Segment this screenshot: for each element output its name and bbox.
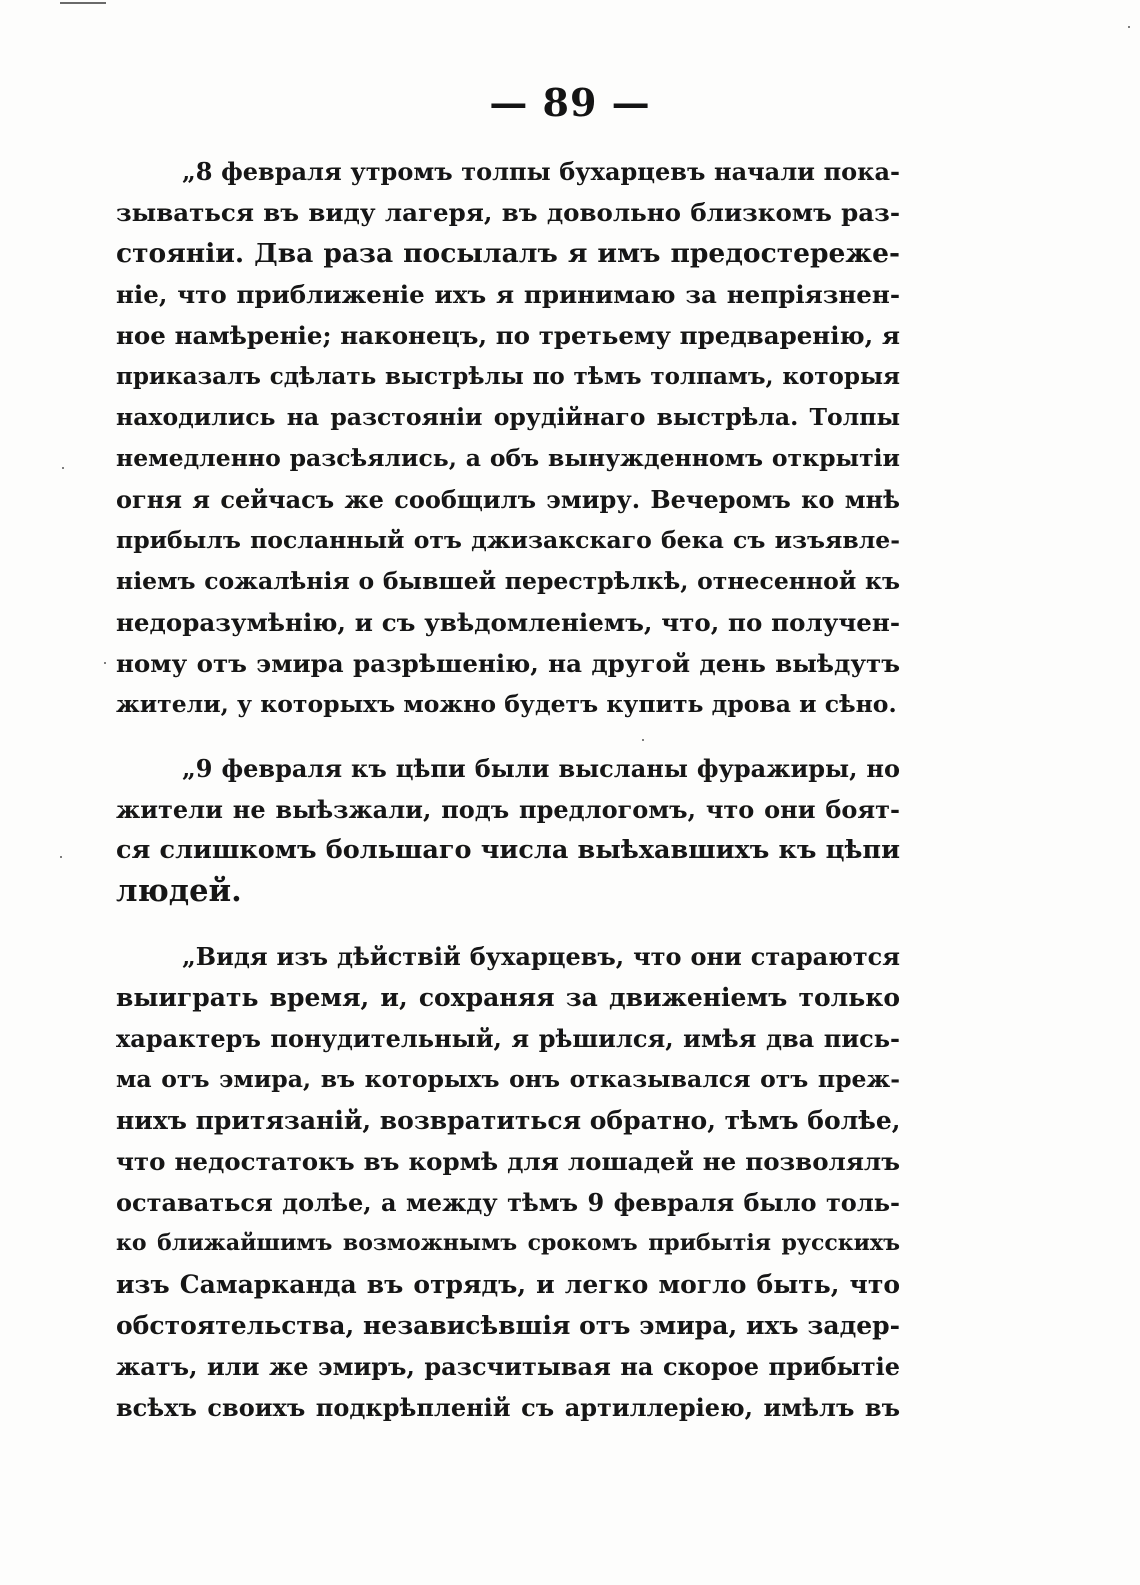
- text-line: ся слишкомъ большаго числа выѣхавшихъ къ цѣпи: [116, 835, 900, 865]
- text-line: всѣхъ своихъ подкрѣпленій съ артиллеріею, имѣлъ въ: [116, 1393, 900, 1422]
- text-line: зываться въ виду лагеря, въ довольно близкомъ раз-: [116, 198, 900, 227]
- scan-speck: [104, 662, 106, 664]
- text-line: жатъ, или же эмиръ, разсчитывая на скорое прибытіе: [116, 1352, 900, 1381]
- page-number: — 89 —: [489, 80, 651, 125]
- text-line: жители не выѣзжали, подъ предлогомъ, что они боят-: [116, 795, 900, 824]
- text-line: ніе, что приближеніе ихъ я принимаю за непріязнен-: [116, 280, 900, 309]
- paragraph-1: [116, 151, 900, 725]
- scan-speck: [60, 856, 62, 858]
- text-line: огня я сейчасъ же сообщилъ эмиру. Вечеромъ ко мнѣ: [116, 485, 900, 514]
- text-line: прибылъ посланный отъ джизакскаго бека съ изъявле-: [116, 526, 900, 554]
- text-line: недоразумѣнію, и съ увѣдомленіемъ, что, по получен-: [116, 608, 900, 637]
- text-line: что недостатокъ въ кормѣ для лошадей не позволялъ: [116, 1147, 900, 1176]
- text-line: жители, у которыхъ можно будетъ купить дрова и сѣно.: [116, 690, 897, 718]
- text-line: стояніи. Два раза посылалъ я имъ предостереже-: [116, 238, 900, 269]
- scan-speck: [642, 739, 644, 741]
- text-line: приказалъ сдѣлать выстрѣлы по тѣмъ толпамъ, которыя: [116, 363, 900, 390]
- text-line: ному отъ эмира разрѣшенію, на другой день выѣдутъ: [116, 649, 900, 678]
- text-line: нихъ притязаній, возвратиться обратно, тѣмъ болѣе,: [116, 1106, 900, 1135]
- text-line: „Видя изъ дѣйствій бухарцевъ, что они стараются: [182, 942, 900, 971]
- text-line: людей.: [116, 873, 242, 909]
- text-line: немедленно разсѣялись, а объ вынужденномъ открытіи: [116, 444, 900, 472]
- text-line: „8 февраля утромъ толпы бухарцевъ начали пока-: [182, 157, 900, 186]
- scan-speck: [1128, 26, 1130, 28]
- scan-speck: [62, 467, 64, 469]
- text-line: „9 февраля къ цѣпи были высланы фуражиры, но: [182, 754, 900, 783]
- paragraph-3: [116, 936, 900, 1428]
- corner-rule: [60, 2, 106, 4]
- paragraph-2: [116, 748, 900, 912]
- text-line: выиграть время, и, сохраняя за движеніемъ только: [116, 983, 900, 1012]
- text-line: ма отъ эмира, въ которыхъ онъ отказывался отъ преж-: [116, 1065, 900, 1093]
- text-line: обстоятельства, независѣвшія отъ эмира, ихъ задер-: [116, 1311, 900, 1340]
- text-line: изъ Самарканда въ отрядъ, и легко могло быть, что: [116, 1270, 900, 1299]
- text-line: ное намѣреніе; наконецъ, по третьему предваренію, я: [116, 321, 900, 350]
- text-line: ко ближайшимъ возможнымъ срокомъ прибытія русскихъ: [116, 1230, 900, 1256]
- text-line: находились на разстояніи орудійнаго выстрѣла. Толпы: [116, 403, 900, 431]
- text-line: ніемъ сожалѣнія о бывшей перестрѣлкѣ, отнесенной къ: [116, 567, 900, 595]
- text-line: характеръ понудительный, я рѣшился, имѣя два пись-: [116, 1024, 900, 1053]
- text-line: оставаться долѣе, а между тѣмъ 9 февраля было толь-: [116, 1188, 900, 1217]
